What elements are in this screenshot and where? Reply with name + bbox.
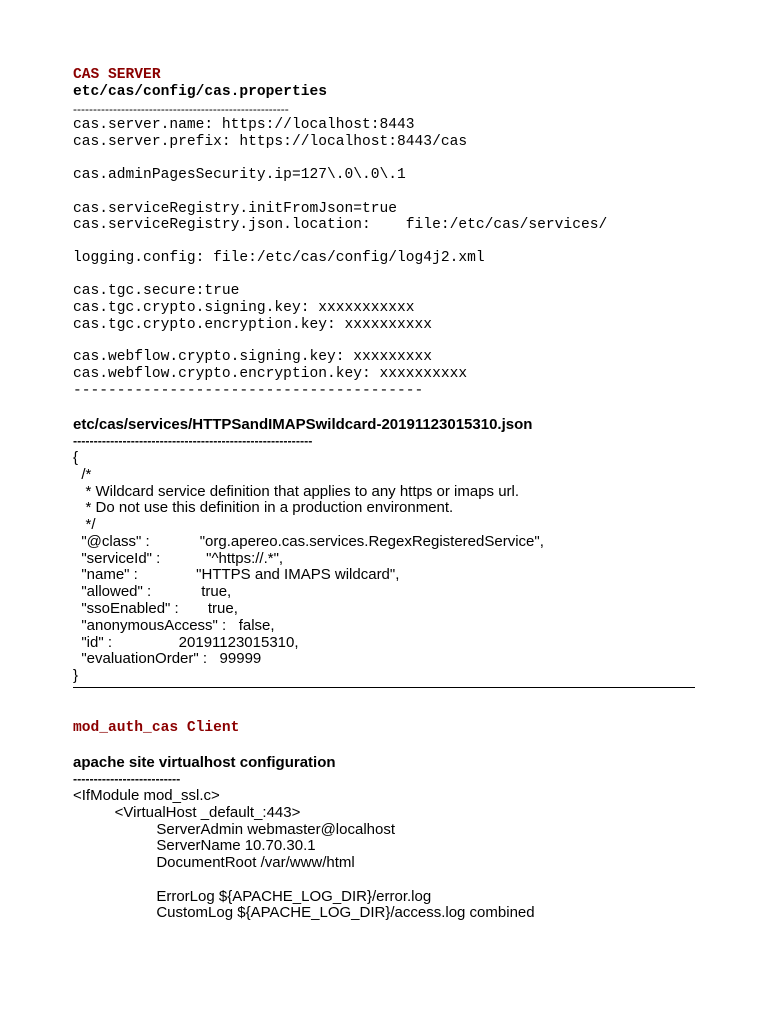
- json-line: "ssoEnabled" : true,: [73, 600, 238, 617]
- apache-config-line: ServerAdmin webmaster@localhost: [73, 821, 396, 838]
- cas-server-heading: CAS SERVER: [73, 67, 161, 83]
- mod-auth-cas-heading: mod_auth_cas Client: [73, 720, 240, 736]
- json-line: "@class" : "org.apereo.cas.services.RegexRegisteredService",: [73, 533, 544, 550]
- cas-properties-separator-top: ------------------------------------------------------: [73, 102, 289, 116]
- cas-properties-separator-bottom: ----------------------------------------: [73, 383, 424, 399]
- config-line: cas.adminPagesSecurity.ip=127\.0\.0\.1: [73, 167, 406, 183]
- json-line: * Wildcard service definition that applies to any https or imaps url.: [73, 483, 520, 500]
- json-line: /*: [73, 466, 92, 483]
- config-line: cas.serviceRegistry.json.location: file:/etc/cas/services/: [73, 217, 608, 233]
- apache-config-line: <IfModule mod_ssl.c>: [73, 787, 220, 804]
- json-line: "id" : 20191123015310,: [73, 634, 299, 651]
- apache-config-line: ErrorLog ${APACHE_LOG_DIR}/error.log: [73, 888, 432, 905]
- cas-properties-filename: etc/cas/config/cas.properties: [73, 84, 327, 100]
- json-line: * Do not use this definition in a production environment.: [73, 499, 454, 516]
- service-json-separator: ----------------------------------------------------------: [73, 434, 313, 448]
- apache-config-line: <VirtualHost _default_:443>: [73, 804, 301, 821]
- config-line: cas.serviceRegistry.initFromJson=true: [73, 201, 398, 217]
- service-json-filename: etc/cas/services/HTTPSandIMAPSwildcard-20191123015310.json: [73, 416, 533, 433]
- config-line: cas.webflow.crypto.signing.key: xxxxxxxxx: [73, 349, 433, 365]
- json-line: "allowed" : true,: [73, 583, 232, 600]
- apache-config-line: ServerName 10.70.30.1: [73, 837, 316, 854]
- config-line: cas.tgc.secure:true: [73, 283, 240, 299]
- config-line: cas.tgc.crypto.encryption.key: xxxxxxxxxx: [73, 317, 433, 333]
- config-line: logging.config: file:/etc/cas/config/log4j2.xml: [73, 250, 485, 266]
- json-line: "evaluationOrder" : 99999: [73, 650, 262, 667]
- json-line: */: [73, 516, 96, 533]
- virtualhost-config-heading: apache site virtualhost configuration: [73, 754, 336, 771]
- config-line: cas.tgc.crypto.signing.key: xxxxxxxxxxx: [73, 300, 415, 316]
- virtualhost-config-separator: --------------------------: [73, 772, 181, 786]
- json-line: "anonymousAccess" : false,: [73, 617, 275, 634]
- json-line: "serviceId" : "^https://.*",: [73, 550, 284, 567]
- config-line: cas.server.name: https://localhost:8443: [73, 117, 415, 133]
- section-divider-line: [73, 687, 695, 688]
- json-line: "name" : "HTTPS and IMAPS wildcard",: [73, 566, 400, 583]
- json-line: }: [73, 667, 79, 684]
- apache-config-line: DocumentRoot /var/www/html: [73, 854, 355, 871]
- config-line: cas.server.prefix: https://localhost:8443/cas: [73, 134, 468, 150]
- apache-config-line: CustomLog ${APACHE_LOG_DIR}/access.log combined: [73, 904, 535, 921]
- json-line: {: [73, 449, 79, 466]
- config-line: cas.webflow.crypto.encryption.key: xxxxxxxxxx: [73, 366, 468, 382]
